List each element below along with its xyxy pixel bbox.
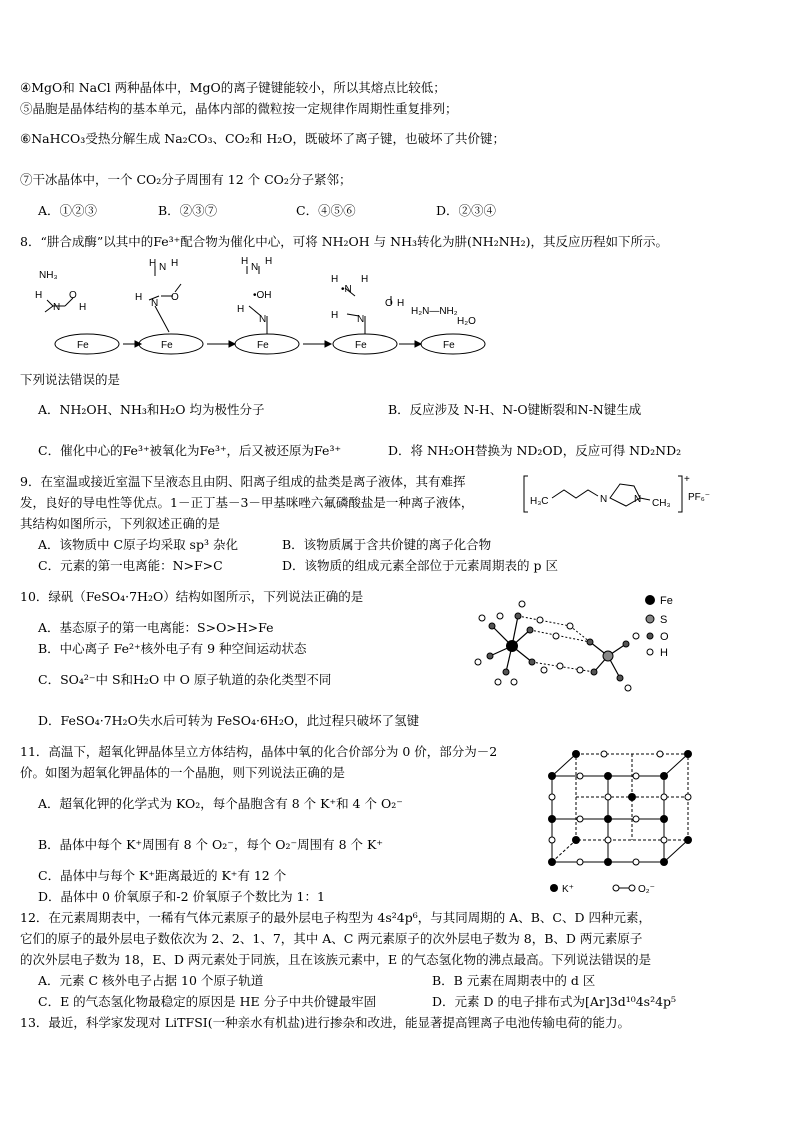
legend-s: S bbox=[660, 614, 668, 626]
statement-5: ⑤晶胞是晶体结构的基本单元，晶体内部的微粒按一定规律作周期性重复排列； bbox=[20, 101, 458, 116]
legend-fe: Fe bbox=[660, 595, 673, 607]
q9-line-1: 9．在室温或接近室温下呈液态且由阴、阳离子组成的盐类是离子液体，其有难挥 bbox=[20, 474, 466, 489]
svg-text:H: H bbox=[361, 274, 369, 285]
svg-text:H: H bbox=[135, 292, 143, 303]
svg-text:H: H bbox=[241, 256, 249, 267]
q9-option-d: D．该物质的组成元素全部位于元素周期表的 p 区 bbox=[282, 558, 558, 573]
svg-text:H: H bbox=[171, 258, 179, 269]
q13-stem: 13．最近，科学家发现对 LiTFSI(一种亲水有机盐)进行掺杂和改进，能显著提高锂离子电池传输电荷的能力。 bbox=[20, 1015, 630, 1030]
q9-option-a: A．该物质中 C原子均采取 sp³ 杂化 bbox=[38, 537, 238, 552]
q11-option-d: D．晶体中 0 价氧原子和-2 价氧原子个数比为 1：1 bbox=[38, 889, 325, 904]
fe-label: Fe bbox=[355, 340, 367, 351]
q12-line-3: 的次外层电子数为 18，E、D 两元素处于同族，且在该族元素中，E 的气态氢化物的沸点最高。下列说法错误的是 bbox=[20, 952, 652, 967]
q8-option-a: A．NH₂OH、NH₃和H₂O 均为极性分子 bbox=[38, 402, 265, 417]
q12-option-b: B．B 元素在周期表中的 d 区 bbox=[432, 973, 596, 988]
fe-label: Fe bbox=[161, 340, 173, 351]
svg-text:H: H bbox=[331, 274, 339, 285]
q10-option-a: A．基态原子的第一电离能：S>O>H>Fe bbox=[38, 620, 274, 635]
fe-label: Fe bbox=[77, 340, 89, 351]
ionic-liquid-structure bbox=[522, 472, 712, 516]
q9-line-2: 发，良好的导电性等优点。1－正丁基－3－甲基咪唑六氟磷酸盐是一种离子液体， bbox=[20, 495, 474, 510]
svg-text:N: N bbox=[259, 314, 267, 325]
q7-option-a: A．①②③ bbox=[38, 203, 98, 218]
q10-stem: 10．绿矾（FeSO₄·7H₂O）结构如图所示，下列说法正确的是 bbox=[20, 589, 364, 604]
svg-text:H: H bbox=[331, 310, 339, 321]
svg-text:H: H bbox=[79, 302, 87, 313]
legend-superoxide: O₂⁻ bbox=[638, 884, 655, 895]
statement-7: ⑦干冰晶体中，一个 CO₂分子周围有 12 个 CO₂分子紧邻； bbox=[20, 172, 352, 187]
q9-option-b: B．该物质属于含共价键的离子化合物 bbox=[282, 537, 492, 552]
svg-text:O: O bbox=[385, 298, 393, 309]
charge-label: + bbox=[684, 474, 690, 485]
q7-option-c: C．④⑤⑥ bbox=[296, 203, 356, 218]
q8-option-c: C．催化中心的Fe³⁺被氧化为Fe³⁺，后又被还原为Fe³⁺ bbox=[38, 443, 342, 458]
q11-line-1: 11．高温下，超氧化钾晶体呈立方体结构，晶体中氧的化合价部分为 0 价，部分为－2 bbox=[20, 744, 498, 759]
q12-line-1: 12．在元素周期表中，一稀有气体元素原子的最外层电子构型为 4s²4p⁶，与其同周期的 A、B、C、D 四种元素， bbox=[20, 910, 651, 925]
svg-text:N: N bbox=[357, 314, 365, 325]
nh3-label: NH₃ bbox=[39, 270, 58, 281]
methyl-label: CH₃ bbox=[652, 498, 671, 509]
q11-option-c: C．晶体中与每个 K⁺距离最近的 K⁺有 12 个 bbox=[38, 868, 287, 883]
q11-line-2: 价。如图为超氧化钾晶体的一个晶胞，则下列说法正确的是 bbox=[20, 765, 346, 780]
q12-line-2: 它们的原子的最外层电子数依次为 2、2、1、7，其中 A、C 两元素原子的次外层电子数为 8，B、D 两元素原子 bbox=[20, 931, 643, 946]
hydroxyl-radical: •OH bbox=[253, 290, 272, 301]
svg-text:H: H bbox=[237, 304, 245, 315]
q7-option-b: B．②③⑦ bbox=[158, 203, 218, 218]
q10-option-c: C．SO₄²⁻中 S和H₂O 中 O 原子轨道的杂化类型不同 bbox=[38, 672, 332, 687]
q11-option-a: A．超氧化钾的化学式为 KO₂，每个晶胞含有 8 个 K⁺和 4 个 O₂⁻ bbox=[38, 796, 403, 811]
svg-text:H: H bbox=[265, 256, 273, 267]
q12-option-a: A．元素 C 核外电子占据 10 个原子轨道 bbox=[38, 973, 264, 988]
methyl-label: H₃C bbox=[530, 496, 549, 507]
svg-text:•N: •N bbox=[341, 284, 352, 295]
anion-label: PF₆⁻ bbox=[688, 492, 711, 503]
q12-option-d: D．元素 D 的电子排布式为[Ar]3d¹⁰4s²4p⁵ bbox=[432, 994, 677, 1009]
fe-label: Fe bbox=[443, 340, 455, 351]
q10-option-d: D．FeSO₄·7H₂O失水后可转为 FeSO₄·6H₂O，此过程只破坏了氢键 bbox=[38, 713, 420, 728]
svg-text:H: H bbox=[397, 298, 405, 309]
q8-ask: 下列说法错误的是 bbox=[20, 372, 121, 387]
water-label: H₂O bbox=[457, 316, 476, 327]
q9-option-c: C．元素的第一电离能：N>F>C bbox=[38, 558, 223, 573]
svg-text:H: H bbox=[35, 290, 43, 301]
q8-stem: 8．“肼合成酶”以其中的Fe³⁺配合物为催化中心，可将 NH₂OH 与 NH₃转化为肼(NH₂NH₂)，其反应历程如下所示。 bbox=[20, 234, 668, 249]
svg-text:H: H bbox=[149, 258, 157, 269]
svg-text:N: N bbox=[53, 302, 61, 313]
svg-text:N: N bbox=[251, 262, 259, 273]
q8-reaction-diagram bbox=[25, 252, 495, 370]
statement-4: ④MgO和 NaCl 两种晶体中，MgO的离子键键能较小，所以其熔点比较低； bbox=[20, 80, 446, 95]
statement-6: ⑥NaHCO₃受热分解生成 Na₂CO₃、CO₂和 H₂O，既破坏了离子键，也破坏了共价键； bbox=[20, 131, 505, 146]
fe-label: Fe bbox=[257, 340, 269, 351]
q10-option-b: B．中心离子 Fe²⁺核外电子有 9 种空间运动状态 bbox=[38, 641, 307, 656]
legend-h: H bbox=[660, 647, 668, 659]
nitrogen-label: N bbox=[600, 494, 608, 505]
q8-option-b: B．反应涉及 N-H、N-O键断裂和N-N键生成 bbox=[388, 402, 642, 417]
q7-option-d: D．②③④ bbox=[436, 203, 497, 218]
legend-potassium: K⁺ bbox=[562, 884, 574, 895]
q12-option-c: C．E 的气态氢化物最稳定的原因是 HE 分子中共价键最牢固 bbox=[38, 994, 377, 1009]
nitrogen-label: N bbox=[634, 494, 642, 505]
hydrazine-label: H₂N—NH₂ bbox=[411, 306, 458, 317]
ko2-unit-cell bbox=[542, 742, 702, 898]
svg-text:O: O bbox=[171, 292, 179, 303]
q11-option-b: B．晶体中每个 K⁺周围有 8 个 O₂⁻，每个 O₂⁻周围有 8 个 K⁺ bbox=[38, 837, 383, 852]
legend-o: O bbox=[660, 631, 669, 643]
svg-text:N: N bbox=[151, 298, 159, 309]
q8-option-d: D．将 NH₂OH替换为 ND₂OD，反应可得 ND₂ND₂ bbox=[388, 443, 682, 458]
ferrous-sulfate-structure bbox=[460, 586, 690, 698]
svg-text:N: N bbox=[159, 262, 167, 273]
q9-line-3: 其结构如图所示，下列叙述正确的是 bbox=[20, 516, 221, 531]
svg-text:O: O bbox=[69, 290, 77, 301]
